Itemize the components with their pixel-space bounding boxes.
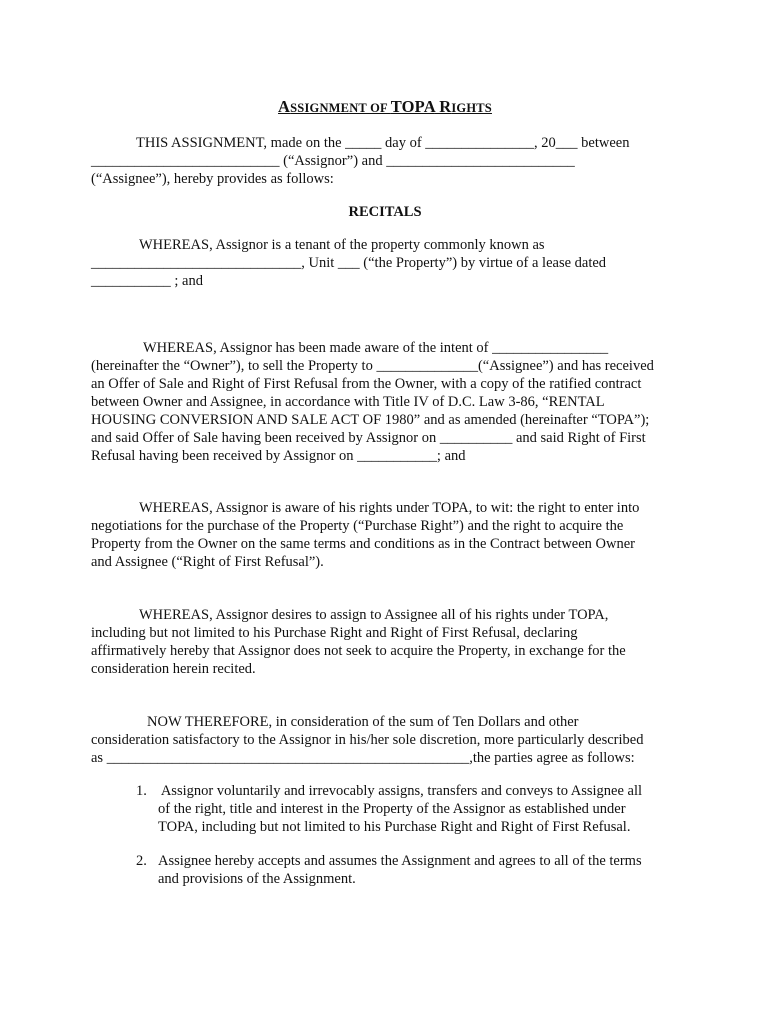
list-item-line: of the right, title and interest in the Property of the Assignor as established under	[158, 801, 626, 817]
title-initial-r: R	[434, 97, 452, 116]
whereas-line: affirmatively hereby that Assignor does not seek to acquire the Property, in exchange for the	[91, 643, 626, 659]
whereas-line: WHEREAS, Assignor has been made aware of the intent of ________________	[143, 340, 609, 356]
now-therefore-line: consideration satisfactory to the Assignor in his/her sole discretion, more particularly described	[91, 732, 644, 748]
list-item-line: Assignee hereby accepts and assumes the Assignment and agrees to all of the terms	[158, 853, 642, 869]
list-item-line: and provisions of the Assignment.	[158, 871, 356, 887]
intro-paragraph	[91, 134, 673, 188]
whereas-line: Refusal having been received by Assignor on ___________; and	[91, 448, 466, 464]
whereas-line: HOUSING CONVERSION AND SALE ACT OF 1980” and as amended (hereinafter “TOPA”);	[91, 412, 650, 428]
whereas-line: including but not limited to his Purchase Right and Right of First Refusal, declaring	[91, 625, 578, 641]
list-item-1	[136, 782, 676, 836]
title-topa: TOPA	[390, 97, 435, 116]
whereas-line: negotiations for the purchase of the Property (“Purchase Right”) and the right to acquire the	[91, 518, 624, 534]
whereas-paragraph-4	[91, 606, 673, 678]
title-text	[278, 97, 492, 116]
whereas-line: WHEREAS, Assignor desires to assign to Assignee all of his rights under TOPA,	[139, 607, 609, 623]
intro-line: THIS ASSIGNMENT, made on the _____ day of _______________, 20___ between	[136, 135, 630, 151]
whereas-line: ___________ ; and	[91, 273, 203, 289]
whereas-line: WHEREAS, Assignor is a tenant of the property commonly known as	[139, 237, 545, 253]
whereas-line: consideration herein recited.	[91, 661, 256, 677]
whereas-line: _____________________________, Unit ___ (“the Property”) by virtue of a lease dated	[91, 255, 607, 271]
whereas-line: Property from the Owner on the same terms and conditions as in the Contract between Owner	[91, 536, 636, 552]
now-therefore-line: as __________________________________________________,the parties agree as follows:	[91, 750, 635, 766]
recitals-heading: RECITALS	[348, 204, 422, 220]
list-item-2	[136, 852, 676, 888]
whereas-line: and said Offer of Sale having been received by Assignor on __________ and said Right of First	[91, 430, 646, 446]
now-therefore-paragraph	[91, 713, 673, 767]
numbered-list	[136, 782, 676, 836]
whereas-paragraph-3	[91, 499, 673, 571]
intro-line: __________________________ (“Assignor”) and __________________________	[91, 153, 575, 169]
whereas-line: and Assignee (“Right of First Refusal”).	[91, 554, 324, 570]
title-smallcaps-assignment: SSIGNMENT OF	[290, 101, 391, 115]
whereas-paragraph-2	[91, 339, 673, 465]
whereas-line: (hereinafter the “Owner”), to sell the Property to ______________(“Assignee”) and has received	[91, 358, 654, 374]
title-smallcaps-rights: IGHTS	[451, 101, 492, 115]
list-item-line: Assignor voluntarily and irrevocably assigns, transfers and conveys to Assignee all	[158, 783, 643, 799]
now-therefore-line: NOW THEREFORE, in consideration of the sum of Ten Dollars and other	[147, 714, 579, 730]
whereas-paragraph-1	[91, 236, 673, 290]
whereas-line: WHEREAS, Assignor is aware of his rights under TOPA, to wit: the right to enter into	[139, 500, 640, 516]
document-title	[0, 98, 770, 117]
title-initial-a: A	[278, 97, 291, 116]
numbered-list	[136, 852, 676, 888]
list-number: 2.	[136, 853, 147, 869]
list-number: 1.	[136, 783, 147, 799]
intro-line: (“Assignee”), hereby provides as follows:	[91, 171, 334, 187]
whereas-line: an Offer of Sale and Right of First Refusal from the Owner, with a copy of the ratified contract	[91, 376, 642, 392]
list-item-line: TOPA, including but not limited to his Purchase Right and Right of First Refusal.	[158, 819, 631, 835]
whereas-line: between Owner and Assignee, in accordance with Title IV of D.C. Law 3-86, “RENTAL	[91, 394, 605, 410]
